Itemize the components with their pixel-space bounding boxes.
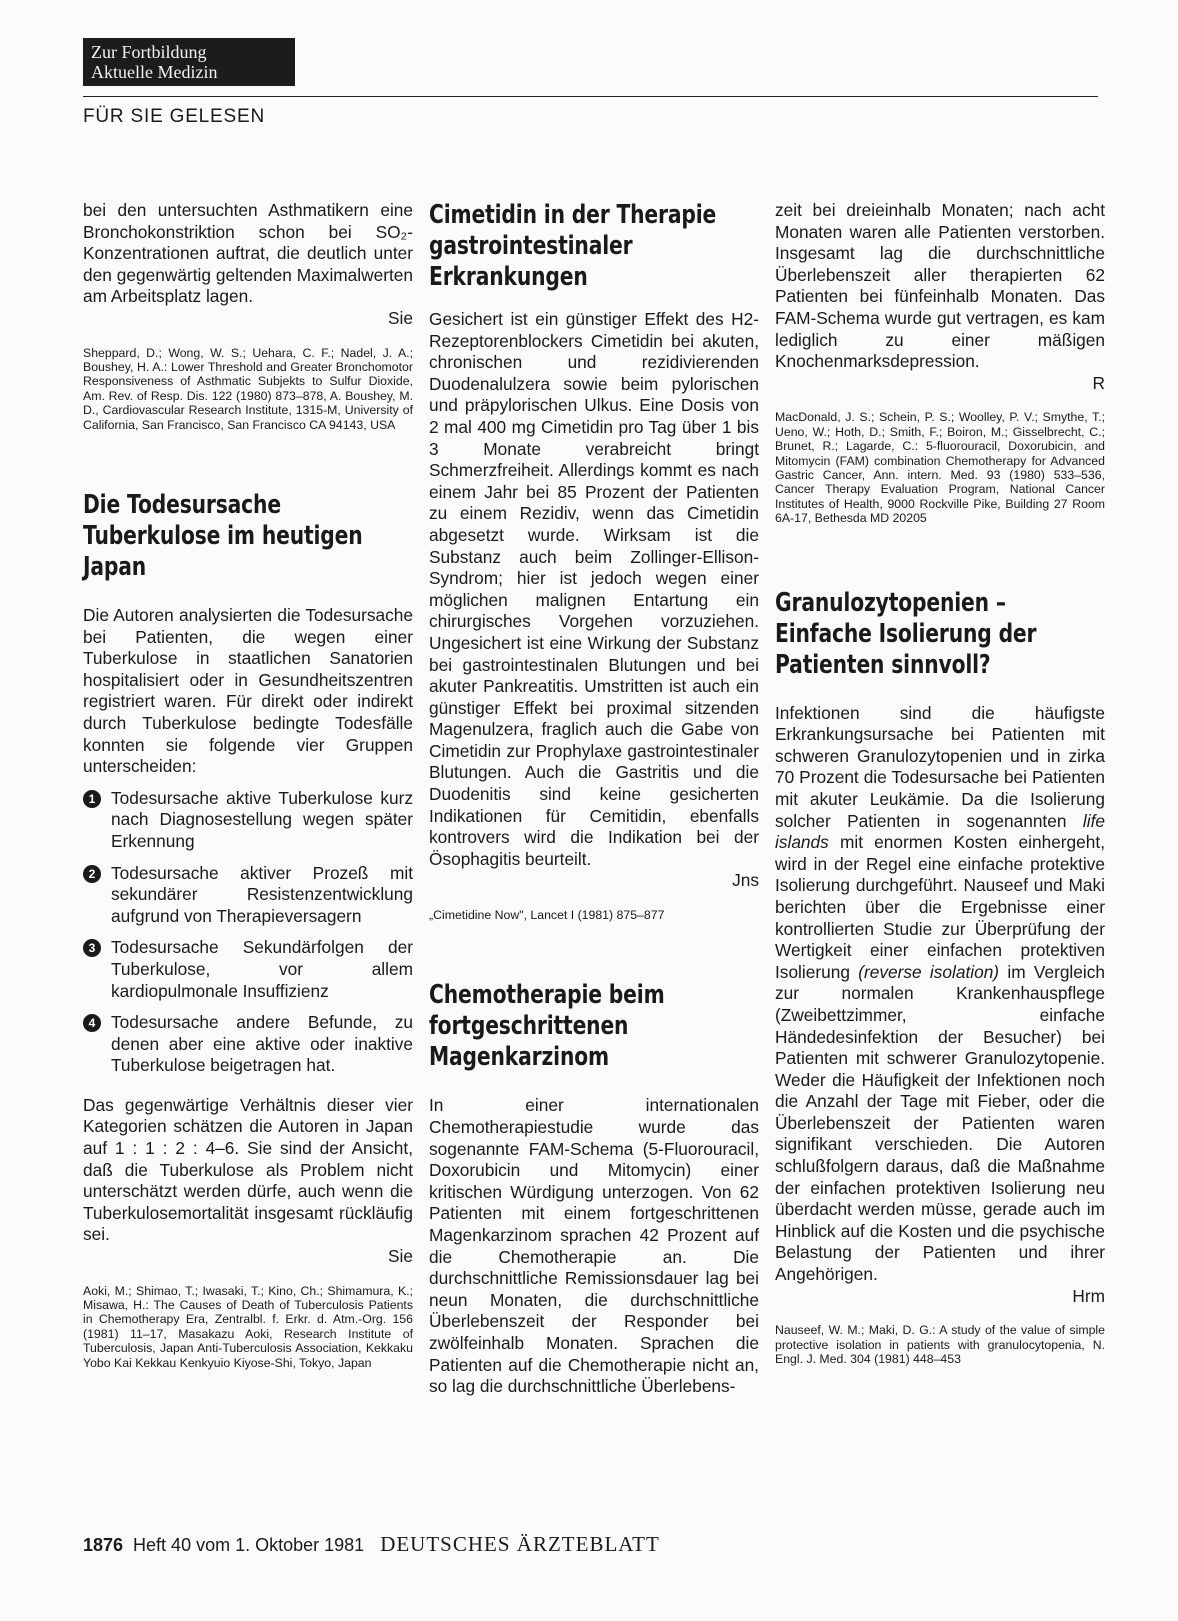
list-number-icon: 4 [83,1014,101,1032]
list-item-text: Todesursache andere Befunde, zu denen aber eine aktive oder inaktive Tuberkulose beigetragen hat. [111,1012,413,1076]
journal-name: DEUTSCHES ÄRZTEBLATT [380,1532,660,1556]
header-rule [83,96,1098,97]
list-item [83,1012,413,1077]
granulozytopenien-paragraph [775,703,1105,1308]
chemotherapie-signature: R [1092,372,1105,393]
cimetidin-reference: „Cimetidine Now", Lancet I (1981) 875–877 [429,908,665,923]
list-item-text: Todesursache aktiver Prozeß mit sekundärer Resistenzentwicklung aufgrund von Therapieversagern [111,862,413,926]
granulozytopenien-emphasis-2: (reverse isolation) [858,961,1000,982]
list-item [83,863,413,928]
article-title-chemotherapie: Chemotherapie beim fortgeschrittenen Magenkarzinom [429,980,665,1073]
column-2 [429,200,759,1398]
header-box-line2: Aktuelle Medizin [91,62,218,82]
chemotherapie-reference: MacDonald, J. S.; Schein, P. S.; Woolley, P. V.; Smythe, T.; Ueno, W.; Hoth, D.; Smith, F.; Boiron, M.; Gisselbrecht, C.; Brunet, R.; Lagarde, C.: 5-fluorouracil, Doxorubicin, and Mitomycin (FAM) combination Chemotherapy for Advanced Gastric Cancer, Ann. intern. Med. 93 (1980) 533–536, Cancer Therapy Evaluation Program, National Cancer Institutes of Health, 9000 Rockville Pike, Building 27 Room 6A-17, Bethesda MD 20205 [775,410,1105,526]
chemotherapie-continuation [775,200,1105,394]
chemotherapie-continuation-text: zeit bei dreieinhalb Monaten; nach acht Monaten waren alle Patienten verstorben. Insgesamt lag die durchschnittliche Überlebenszeit aller therapierten 62 Patienten bei fünfeinhalb Monaten. Das FAM-Schema wurde gut vertragen, es kam lediglich zu einer mäßigen Knochenmarksdepression. [775,200,1105,372]
granulozytopenien-reference: Nauseef, W. M.; Maki, D. G.: A study of the value of simple protective isolation in patients with granulocytopenia, N. Engl. J. Med. 304 (1981) 448–453 [775,1323,1105,1367]
tuberkulose-reference: Aoki, M.; Shimao, T.; Iwasaki, T.; Kino, Ch.; Shimamura, K.; Misawa, H.: The Causes of Death of Tuberculosis Patients in Chemotherapy Era, Zentralbl. f. Erkr. d. Atm.-Org. 156 (1981) 11–17, Masakazu Aoki, Research Institute of Tuberculosis, Japan Anti-Tuberculosis Association, Kekkaku Yobo Kai Kekkau Kenkyuio Kiyose-Shi, Tokyo, Japan [83,1283,413,1370]
article-title-cimetidin: Cimetidin in der Therapie gastrointestinaler Erkrankungen [429,200,717,292]
list-item [83,937,413,1002]
cimetidin-signature: Jns [732,870,759,891]
col1-top-text: bei den untersuchten Asthmatikern eine Bronchokonstriktion schon bei SO₂-Konzentrationen auftrat, die deutlich unter den gegenwärtig geltenden Maximalwerten am Arbeitsplatz lagen. [83,200,413,307]
list-item [83,788,413,853]
list-item-text: Todesursache aktive Tuberkulose kurz nach Diagnosestellung wegen später Erkennung [111,787,413,851]
column-3 [775,200,1105,1366]
granulozytopenien-emphasis-1: life islands [775,810,1105,853]
list-number-icon: 2 [83,865,101,883]
granulozytopenien-signature: Hrm [1072,1285,1105,1306]
tuberkulose-conclusion-text: Das gegenwärtige Verhältnis dieser vier Kategorien schätzen die Autoren in Japan auf 1 : 1 : 2 : 4–6. Sie sind der Ansicht, daß die Tuberkulose als Problem nicht unterschätzt werden dürfe, auch wenn die Tuberkulosemortalität insgesamt rückläufig sei. [83,1094,413,1245]
list-number-icon: 3 [83,939,101,957]
list-number-icon: 1 [83,790,101,808]
granulozytopenien-text-b: mit enormen Kosten einhergeht, wird in der Regel eine einfache protektive Isolierung durchgeführt. Nauseef und Maki berichten über die Ergebnisse einer kontrollierten Studie zur Überprüfung der Wertigkeit einer einfachen protektiven Isolierung [775,832,1105,982]
granulozytopenien-text-a: Infektionen sind die häufigste Erkrankungsursache bei Patienten mit schweren Granulozytopenien und in zirka 70 Prozent die Todesursache bei Patienten mit akuter Leukämie. Da die Isolierung solcher Patienten in sogenannten [775,702,1105,831]
tuberkulose-intro: Die Autoren analysierten die Todesursache bei Patienten, die wegen einer Tuberkulose in staatlichen Sanatorien hospitalisiert oder in Gesundheitszentren registriert waren. Für direkt oder indirekt durch Tuberkulose bedingte Todesfälle konnten sie folgende vier Gruppen unterscheiden: [83,605,413,777]
article-title-tuberkulose: Die Todesursache Tuberkulose im heutigen Japan [83,490,363,582]
header-box-line1: Zur Fortbildung [91,42,207,62]
page-number: 1876 [83,1535,124,1555]
col1-top-signature: Sie [388,307,413,328]
section-label: FÜR SIE GELESEN [83,106,265,127]
col1-top-reference: Sheppard, D.; Wong, W. S.; Uehara, C. F.; Nadel, J. A.; Boushey, H. A.: Lower Threshold and Greater Bronchomotor Responsiveness of Asthmatic Subjekts to Sulfur Dioxide, Am. Rev. of Resp. Dis. 122 (1980) 873–878, A. Boushey, M. D., Cardiovascular Research Institute, 1315-M, University of California, San Francisco, San Francisco CA 94143, USA [83,345,413,432]
article-title-granulozytopenien: Granulozytopenien – Einfache Isolierung der Patienten sinnvoll? [775,587,1037,680]
tuberkulose-signature: Sie [388,1246,413,1267]
tuberkulose-conclusion [83,1095,413,1268]
page-footer [83,1532,660,1557]
issue-info: Heft 40 vom 1. Oktober 1981 [133,1535,365,1555]
list-item-text: Todesursache Sekundärfolgen der Tuberkulose, vor allem kardiopulmonale Insuffizienz [111,937,413,1001]
cimetidin-text: Gesichert ist ein günstiger Effekt des H2-Rezeptorenblockers Cimetidin bei akuten, chronischen und rezidivierenden Duodenalulzera sowie beim pylorischen und präpylorischen Ulkus. Eine Dosis von 2 mal 400 mg Cimetidin pro Tag über 1 bis 3 Monate verabreicht bringt Schmerzfreiheit. Allerdings kommt es nach einem Jahr bei 85 Prozent der Patienten zu einem Rezidiv, wenn das Cimetidin abgesetzt wurde. Wirksam ist die Substanz auch beim Zollinger-Ellison-Syndrom; hier ist jedoch wegen einer möglichen malignen Entartung ein chirurgisches Vorgehen vorzuziehen. Ungesichert ist eine Wirkung der Substanz bei gastrointestinalen Blutungen und bei akuter Pankreatitis. Umstritten ist auch ein günstiger Effekt bei proximal sitzenden Magenulzera, fraglich auch die Gabe von Cimetidin zur Prophylaxe gastrointestinaler Blutungen. Auch die Gastritis und die Duodenitis sind keine gesicherten Indikationen für Cemitidin, ebenfalls kontrovers wird die Indikation bei der Ösophagitis beurteilt. [429,309,759,869]
cimetidin-paragraph [429,309,759,892]
granulozytopenien-text-c: im Vergleich zur normalen Krankenhauspflege (Zweibettzimmer, einfache Händedesinfektion der Besucher) bei Patienten mit schwerer Granulozytopenie. Weder die Häufigkeit der Infektionen noch die Anzahl der Tage mit Fieber, oder die Überlebenszeit der Patienten waren signifikant verschieden. Die Autoren schlußfolgern daraus, daß die Maßnahme der einfachen protektiven Isolierung neu überdacht werden müsse, gerade auch im Hinblick auf die Kosten und die psychische Belastung der Patienten und ihrer Angehörigen. [775,961,1105,1285]
column-1 [83,200,413,1370]
chemotherapie-text: In einer internationalen Chemotherapiestudie wurde das sogenannte FAM-Schema (5-Fluorouracil, Doxorubicin und Mitomycin) einer kritischen Würdigung unterzogen. Von 62 Patienten mit einem fortgeschrittenen Magenkarzinom sprachen 42 Prozent auf die Chemotherapie an. Die durchschnittliche Remissionsdauer lag bei neun Monaten, die durchschnittliche Überlebenszeit der Responder bei zwölfeinhalb Monaten. Sprachen die Patienten auf die Chemotherapie nicht an, so lag die durchschnittliche Überlebens- [429,1095,759,1397]
col1-top-paragraph [83,200,413,330]
header-box [83,38,295,86]
